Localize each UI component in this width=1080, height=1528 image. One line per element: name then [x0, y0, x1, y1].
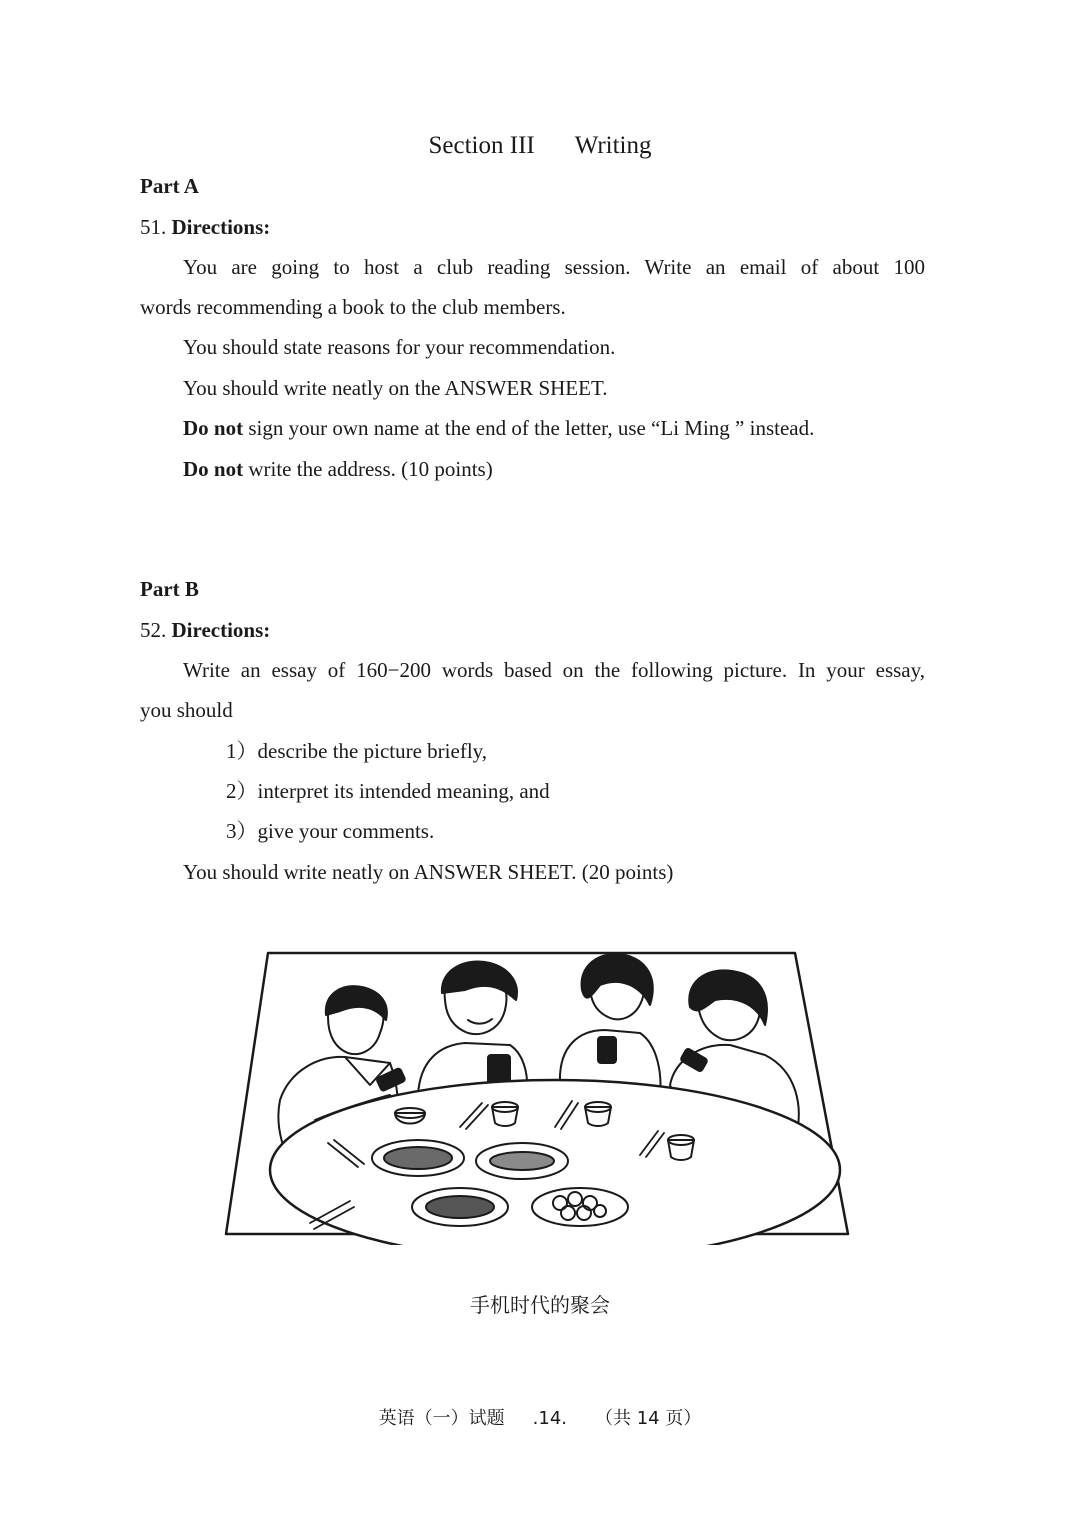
person-2-figure: [418, 962, 527, 1095]
q52-item-1: 1）describe the picture briefly,: [226, 739, 488, 763]
person-3-figure: [560, 954, 661, 1095]
q51-para5: [183, 455, 493, 483]
page-footer: [0, 1405, 1080, 1433]
part-a-heading: Part A: [140, 174, 199, 198]
question-51-heading: [140, 213, 270, 241]
footer-page-number: .14.: [532, 1408, 567, 1429]
dining-table: [270, 1080, 840, 1245]
q51-para4-rest: sign your own name at the end of the letter, use “Li Ming ” instead.: [243, 416, 815, 440]
part-b-heading: Part B: [140, 577, 199, 601]
question-52-number: 52.: [140, 618, 167, 642]
q52-para1-line1: Write an essay of 160−200 words based on the following picture. In your essay,: [183, 658, 925, 682]
q52-para1-line2: you should: [140, 698, 233, 722]
q51-para2: You should state reasons for your recommendation.: [183, 335, 616, 359]
footer-subject: 英语（一）试题: [378, 1408, 505, 1429]
q51-para5-rest: write the address. (10 points): [243, 457, 493, 481]
q52-closing: You should write neatly on ANSWER SHEET. (20 points): [183, 860, 674, 884]
cartoon-illustration: [220, 945, 855, 1245]
question-52-directions-label: Directions:: [171, 618, 271, 642]
section-name: Writing: [574, 132, 652, 159]
q52-item-3: 3）give your comments.: [226, 819, 435, 843]
question-51-number: 51.: [140, 215, 167, 239]
question-51-directions-label: Directions:: [171, 215, 271, 239]
q52-item-2: 2）interpret its intended meaning, and: [226, 779, 550, 803]
section-title: [0, 130, 1080, 162]
q51-para1-line2: words recommending a book to the club members.: [140, 295, 566, 319]
q51-para1-line1: You are going to host a club reading session. Write an email of about 100: [183, 255, 925, 279]
q51-para4: [183, 414, 814, 442]
q51-para5-bold: Do not: [183, 457, 244, 481]
figure-caption: 手机时代的聚会: [470, 1293, 610, 1317]
section-label: Section III: [428, 132, 535, 159]
footer-total-pages: （共 14 页）: [595, 1408, 702, 1429]
q51-para4-bold: Do not: [183, 416, 244, 440]
q51-para3: You should write neatly on the ANSWER SHEET.: [183, 376, 608, 400]
question-52-heading: [140, 616, 270, 644]
